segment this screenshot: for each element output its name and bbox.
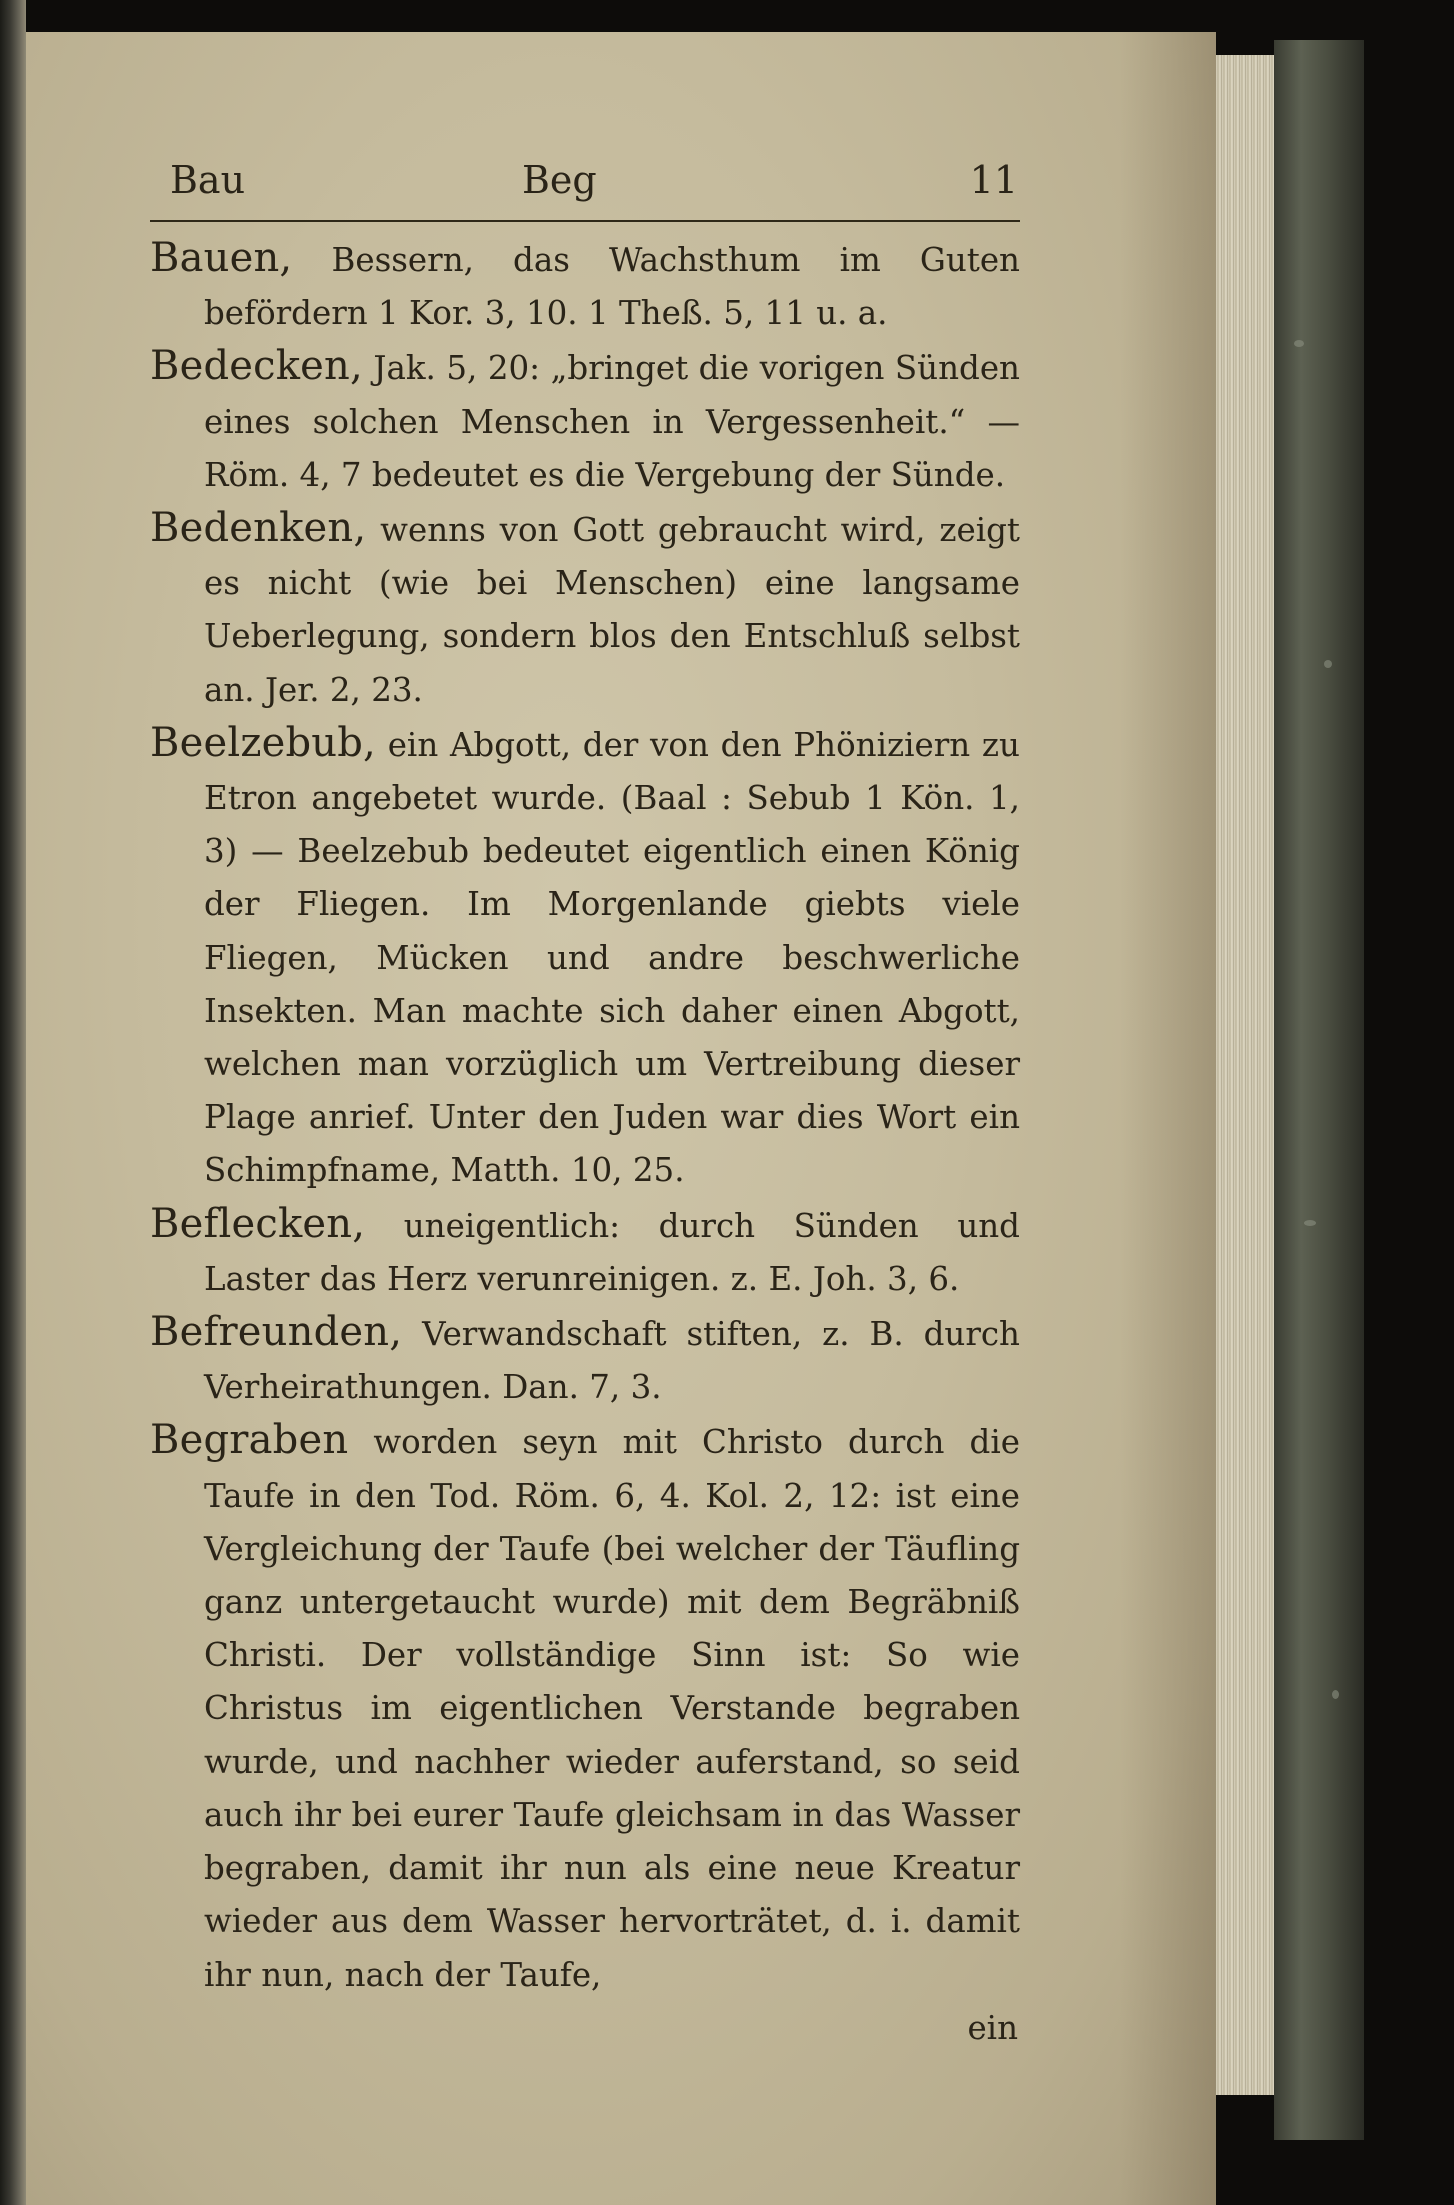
entry-text: ein Abgott, der von den Phöniziern zu Etron angebetet wurde. (Baal : Sebub 1 Kön. 1, 3) — Beelzebub bedeutet eigentlich einen König der Fliegen. Im Morgenlande giebts viele Fliegen, Mücken und andre beschwerliche Insekten. Man machte sich daher einen Abgott, welchen man vorzüglich um Vertreibung dieser Plage anrief. Unter den Juden war dies Wort ein Schimpfname, Matth. 10, 25. (204, 725, 1020, 1190)
entry-text: Bessern, das Wachsthum im Guten befördern 1 Kor. 3, 10. 1 Theß. 5, 11 u. a. (204, 241, 1020, 333)
entry-headword: Bedecken, (150, 343, 363, 390)
entry-headword: Befreunden, (150, 1309, 403, 1356)
dictionary-entry (150, 1306, 1020, 1414)
page-number: 11 (969, 158, 1018, 202)
dictionary-entry (150, 1414, 1020, 2001)
entry-headword: Begraben (150, 1417, 349, 1464)
dictionary-entry (150, 1198, 1020, 1306)
catchword: ein (967, 2008, 1018, 2047)
gutter-shadow (1120, 32, 1216, 2205)
entry-text: Verwandschaft stiften, z. B. durch Verheirathungen. Dan. 7, 3. (204, 1315, 1020, 1407)
entry-headword: Beflecken, (150, 1200, 366, 1247)
entry-text: Jak. 5, 20: „bringet die vorigen Sünden eines solchen Menschen in Vergessenheit.“ — Röm. 4, 7 bedeutet es die Vergebung der Sünde. (204, 349, 1020, 494)
entry-headword: Beelzebub, (150, 719, 376, 766)
entry-text: worden seyn mit Christo durch die Taufe in den Tod. Röm. 6, 4. Kol. 2, 12: ist eine Vergleichung der Taufe (bei welcher der Täufling ganz untergetaucht wurde) mit dem Begräbniß Christi. Der vollständige Sinn ist: So wie Christus im eigentlichen Verstande begraben wurde, und nachher wieder auferstand, so seid auch ihr bei eurer Taufe gleichsam in das Wasser begraben, damit ihr nun als eine neue Kreatur wieder aus dem Wasser hervorträtet, d. i. damit ihr nun, nach der Taufe, (204, 1423, 1020, 1994)
dictionary-entry (150, 717, 1020, 1198)
page-text (150, 150, 1020, 2055)
entry-text: wenns von Gott gebraucht wird, zeigt es nicht (wie bei Menschen) eine langsame Ueberlegung, sondern blos den Entschluß selbst an. Jer. 2, 23. (204, 511, 1020, 709)
page-stack-edge (1216, 55, 1276, 2095)
dictionary-entry (150, 502, 1020, 717)
dictionary-entry (150, 232, 1020, 340)
header-rule (150, 220, 1020, 222)
entry-headword: Bauen, (150, 235, 293, 281)
book-cover-edge (1274, 40, 1364, 2140)
running-head-center: Beg (522, 158, 597, 202)
running-head (150, 150, 1020, 220)
entry-headword: Bedenken, (150, 505, 367, 552)
dictionary-entries (150, 232, 1020, 2002)
entry-text: uneigentlich: durch Sünden und Laster das Herz verunreinigen. z. E. Joh. 3, 6. (204, 1206, 1020, 1298)
dictionary-entry (150, 340, 1020, 502)
facing-page-edge (0, 0, 26, 2205)
running-head-left: Bau (170, 158, 246, 202)
